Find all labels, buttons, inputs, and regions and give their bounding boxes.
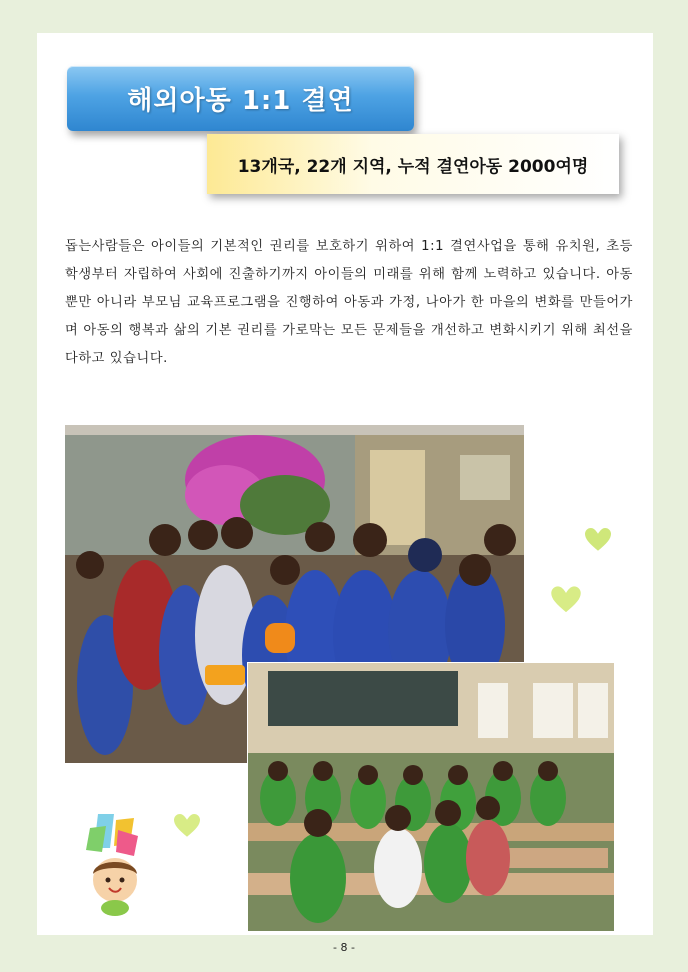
heart-icon [583, 526, 613, 554]
subtitle-banner [207, 134, 619, 194]
title-banner [67, 66, 414, 131]
heart-icon [549, 584, 583, 616]
classroom-photo [247, 662, 615, 932]
mascot-logo [80, 808, 150, 918]
page-subtitle: 13개국, 22개 지역, 누적 결연아동 2000여명 [237, 156, 589, 177]
heart-icon [172, 812, 202, 840]
page-title: 해외아동 1:1 결연 [127, 86, 354, 116]
page-number: - 8 - [333, 941, 355, 954]
body-paragraph: 돕는사람들은 아이들의 기본적인 권리를 보호하기 위하여 1:1 결연사업을 통해 유치원, 초등학생부터 자립하여 사회에 진출하기까지 아이들의 미래를 위해 함께 노력하고 있습니다. 아동 뿐만 아니라 부모님 교육프로그램을 진행하여 아동과 가정, 나아가 한 마을의 변화를 만들어가며 아동의 행복과 삶의 기본 권리를 가로막는 모든 문제들을 개선하고 변화시키기 위해 최선을 다하고 있습니다. [65, 239, 633, 366]
classroom-illustration [248, 663, 614, 931]
